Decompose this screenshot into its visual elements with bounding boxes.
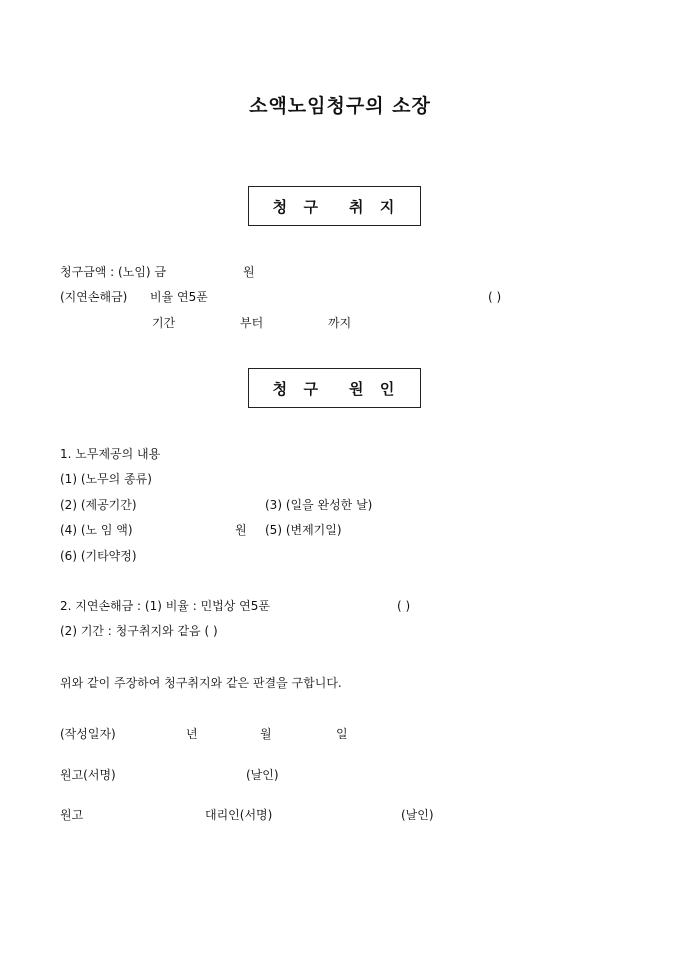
month-label: 월	[260, 727, 272, 741]
plaintiff-label: 원고	[60, 808, 84, 822]
conclusion-text: 위와 같이 주장하여 청구취지와 같은 판결을 구합니다.	[60, 676, 342, 690]
until-label: 까지	[328, 316, 352, 330]
delay-period-label: (2) 기간 : 청구취지와 같음 ( )	[60, 624, 218, 638]
agent-signature-label: 대리인(서명)	[205, 808, 273, 822]
claim-cause-heading: 청 구 원 인	[272, 379, 397, 398]
claim-purpose-heading-box	[248, 186, 421, 226]
wage-amount-unit: 원	[235, 523, 247, 537]
due-date-label: (5) (변제기일)	[265, 523, 342, 537]
claim-amount-label: 청구금액 : (노임) 금	[60, 265, 166, 279]
labor-type-label: (1) (노무의 종류)	[60, 472, 152, 486]
plaintiff-seal-label: (날인)	[246, 768, 279, 782]
agent-seal-label: (날인)	[401, 808, 434, 822]
wage-amount-label: (4) (노 임 액)	[60, 523, 133, 537]
day-label: 일	[336, 727, 348, 741]
labor-content-title: 1. 노무제공의 내용	[60, 447, 161, 461]
service-period-label: (2) (제공기간)	[60, 498, 137, 512]
delay-damages-paren: ( )	[397, 599, 411, 613]
document-title: 소액노임청구의 소장	[249, 95, 431, 117]
period-label: 기간	[152, 316, 176, 330]
claim-amount-unit: 원	[243, 265, 255, 279]
delay-damages-label: (지연손해금)	[60, 290, 128, 304]
delay-damages-title: 2. 지연손해금 : (1) 비율 : 민법상 연5푼	[60, 599, 270, 613]
year-label: 년	[186, 727, 198, 741]
claim-purpose-heading: 청 구 취 지	[272, 197, 397, 216]
delay-rate-paren: ( )	[488, 290, 502, 304]
plaintiff-signature-label: 원고(서명)	[60, 768, 116, 782]
claim-cause-heading-box	[248, 368, 421, 408]
delay-rate-label: 비율 연5푼	[150, 290, 208, 304]
date-label: (작성일자)	[60, 727, 116, 741]
completion-date-label: (3) (일을 완성한 날)	[265, 498, 373, 512]
other-terms-label: (6) (기타약정)	[60, 549, 137, 563]
from-label: 부터	[240, 316, 264, 330]
